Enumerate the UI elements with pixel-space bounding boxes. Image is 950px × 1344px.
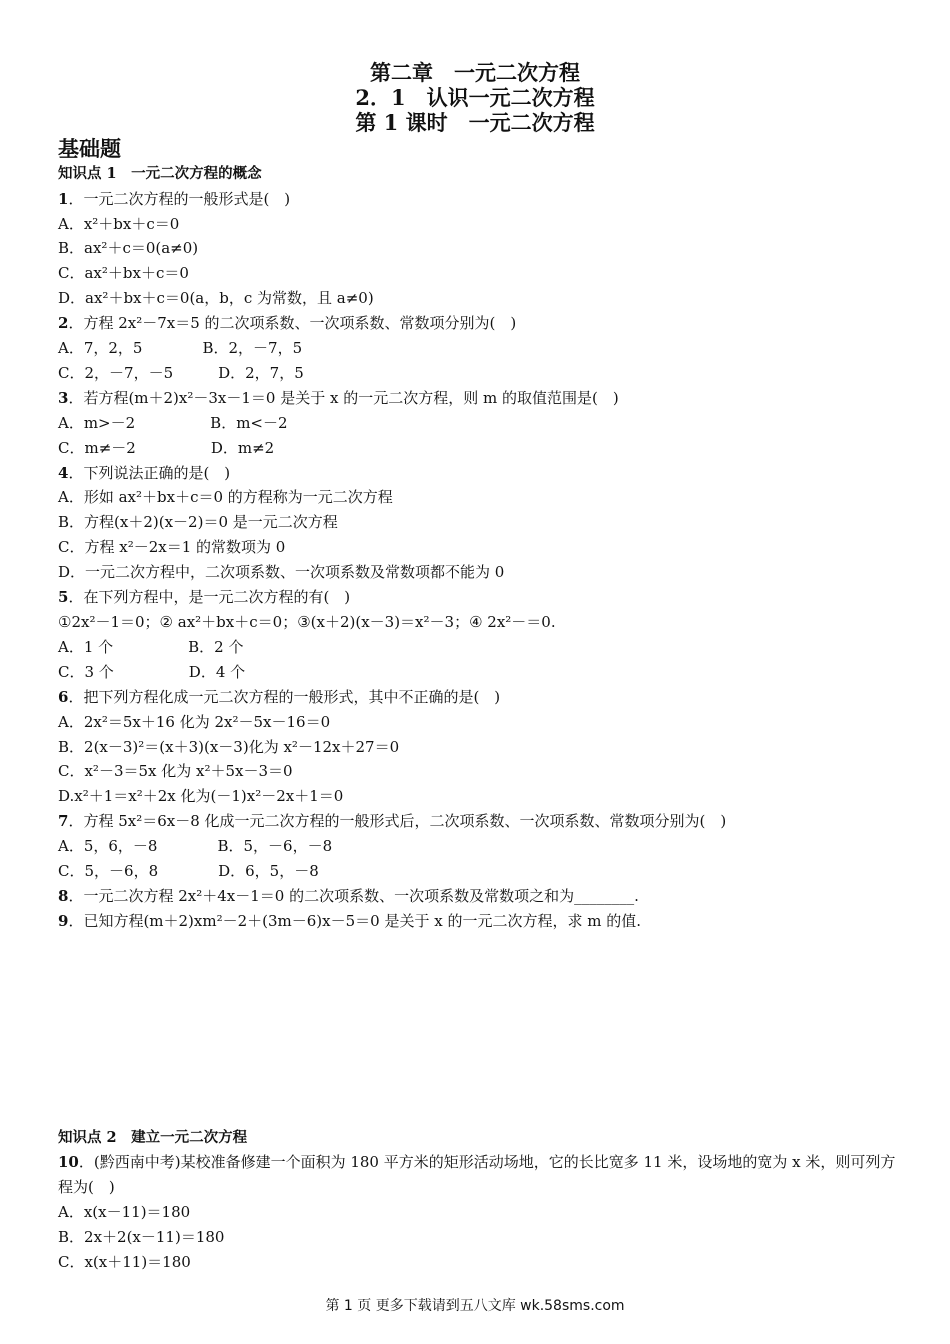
question-text: A．m>－2 B．m<－2 bbox=[58, 413, 288, 432]
answer-option bbox=[58, 834, 898, 859]
question-text: B．2(x－3)²＝(x＋3)(x－3)化为 x²－12x＋27＝0 bbox=[58, 737, 400, 756]
question-text: ①2x²－1＝0；② ax²＋bx＋c＝0；③(x＋2)(x－3)＝x²－3；④ 2x²－＝0. bbox=[58, 613, 556, 631]
question-text: D．一元二次方程中，二次项系数、一次项系数及常数项都不能为 0 bbox=[58, 563, 505, 582]
question-number: 7 bbox=[58, 812, 69, 831]
question-text: A．x(x－11)＝180 bbox=[58, 1203, 191, 1222]
answer-option bbox=[58, 261, 898, 286]
question-stem bbox=[58, 909, 898, 934]
answer-option bbox=[58, 784, 898, 809]
answer-option bbox=[58, 759, 898, 784]
answer-option bbox=[58, 560, 898, 585]
question-stem bbox=[58, 585, 898, 610]
answer-option bbox=[58, 610, 898, 635]
question-text: ．已知方程(m＋2)xm²－2＋(3m－6)x－5＝0 是关于 x 的一元二次方程，求 m 的值. bbox=[68, 911, 642, 930]
answer-option bbox=[58, 1200, 898, 1225]
answer-option bbox=[58, 361, 898, 386]
question-number: 3 bbox=[58, 388, 69, 407]
question-text: ．一元二次方程 2x²＋4x－1＝0 的二次项系数、一次项系数及常数项之和为________. bbox=[68, 886, 639, 905]
answer-option bbox=[58, 1250, 898, 1275]
question-stem bbox=[58, 311, 898, 336]
question-text: C．方程 x²－2x＝1 的常数项为 0 bbox=[58, 538, 286, 557]
page-footer: 第 1 页 更多下载请到五八文库 wk.58sms.com bbox=[325, 1298, 625, 1314]
question-text: ．一元二次方程的一般形式是( ) bbox=[68, 189, 291, 208]
question-number: 6 bbox=[58, 687, 69, 706]
question-stem bbox=[58, 884, 898, 909]
question-stem bbox=[58, 187, 898, 212]
question-text: ．方程 5x²＝6x－8 化成一元二次方程的一般形式后，二次项系数、一次项系数、常数项分别为( ) bbox=[68, 812, 727, 831]
question-number: 8 bbox=[58, 886, 69, 905]
answer-option bbox=[58, 411, 898, 436]
answer-option bbox=[58, 660, 898, 685]
question-text: C．3 个 D．4 个 bbox=[58, 662, 246, 681]
question-text: ．把下列方程化成一元二次方程的一般形式，其中不正确的是( ) bbox=[68, 687, 501, 706]
question-number: 9 bbox=[58, 911, 69, 930]
question-text: ．若方程(m＋2)x²－3x－1＝0 是关于 x 的一元二次方程，则 m 的取值范围是( ) bbox=[68, 388, 619, 407]
answer-option bbox=[58, 510, 898, 535]
question-stem bbox=[58, 809, 898, 834]
question-list-1 bbox=[58, 187, 898, 934]
question-text: B．2x＋2(x－11)＝180 bbox=[58, 1228, 225, 1247]
question-text: A．形如 ax²＋bx＋c＝0 的方程称为一元二次方程 bbox=[58, 488, 393, 507]
question-number: 4 bbox=[58, 463, 69, 482]
knowledge-point-2: 知识点 2 建立一元二次方程 bbox=[58, 1128, 248, 1146]
knowledge-point-1: 知识点 1 一元二次方程的概念 bbox=[58, 165, 262, 182]
question-text: ．下列说法正确的是( ) bbox=[68, 463, 231, 482]
question-text: B．ax²＋c＝0(a≠0) bbox=[58, 239, 199, 258]
answer-option bbox=[58, 535, 898, 560]
question-text: A．7，2，5 B．2，－7，5 bbox=[58, 339, 303, 358]
answer-option bbox=[58, 286, 898, 311]
question-text: A．2x²＝5x＋16 化为 2x²－5x－16＝0 bbox=[58, 712, 331, 731]
question-text: A．1 个 B．2 个 bbox=[58, 637, 244, 656]
question-text: C．m≠－2 D．m≠2 bbox=[58, 438, 275, 457]
answer-option bbox=[58, 336, 898, 361]
answer-option bbox=[58, 635, 898, 660]
answer-option bbox=[58, 710, 898, 735]
answer-option bbox=[58, 735, 898, 760]
question-text: C．ax²＋bx＋c＝0 bbox=[58, 264, 189, 283]
question-stem bbox=[58, 386, 898, 411]
answer-option bbox=[58, 859, 898, 884]
chapter-titles bbox=[0, 60, 950, 135]
question-number: 1 bbox=[58, 189, 69, 208]
answer-space bbox=[58, 934, 898, 1126]
lesson-heading: 第 1 课时 一元二次方程 bbox=[355, 110, 595, 135]
answer-option bbox=[58, 236, 898, 261]
document-body bbox=[58, 136, 898, 1275]
question-text: C．x(x＋11)＝180 bbox=[58, 1253, 191, 1271]
question-text: B．方程(x＋2)(x－2)＝0 是一元二次方程 bbox=[58, 513, 338, 532]
answer-option bbox=[58, 212, 898, 237]
question-number: 5 bbox=[58, 588, 69, 607]
answer-option bbox=[58, 1225, 898, 1250]
answer-option bbox=[58, 485, 898, 510]
question-text: A．5，6，－8 B．5，－6，－8 bbox=[58, 837, 333, 856]
section-heading: 2．1 认识一元二次方程 bbox=[355, 85, 595, 110]
question-list-2 bbox=[58, 1150, 898, 1275]
question-text: D．ax²＋bx＋c＝0(a，b，c 为常数，且 a≠0) bbox=[58, 289, 374, 308]
question-text: D.x²＋1＝x²＋2x 化为(－1)x²－2x＋1＝0 bbox=[58, 787, 344, 806]
basic-questions-title: 基础题 bbox=[58, 136, 121, 161]
question-stem bbox=[58, 1150, 898, 1200]
question-text: C．2，－7，－5 D．2，7，5 bbox=[58, 363, 304, 382]
chapter-title: 第二章 一元二次方程 bbox=[370, 60, 580, 85]
question-text: C．5，－6，8 D．6，5，－8 bbox=[58, 862, 319, 881]
answer-option bbox=[58, 436, 898, 461]
question-stem bbox=[58, 685, 898, 710]
question-text: ．在下列方程中，是一元二次方程的有( ) bbox=[68, 588, 351, 607]
question-text: ．方程 2x²－7x＝5 的二次项系数、一次项系数、常数项分别为( ) bbox=[68, 314, 517, 333]
question-number: 10 bbox=[58, 1153, 79, 1172]
question-text: C．x²－3＝5x 化为 x²＋5x－3＝0 bbox=[58, 762, 293, 781]
question-stem bbox=[58, 461, 898, 486]
question-text: A．x²＋bx＋c＝0 bbox=[58, 214, 180, 233]
question-text: ．(黔西南中考)某校准备修建一个面积为 180 平方米的矩形活动场地，它的长比宽多 11 米，设场地的宽为 x 米，则可列方程为( ) bbox=[58, 1153, 896, 1197]
question-number: 2 bbox=[58, 314, 69, 333]
